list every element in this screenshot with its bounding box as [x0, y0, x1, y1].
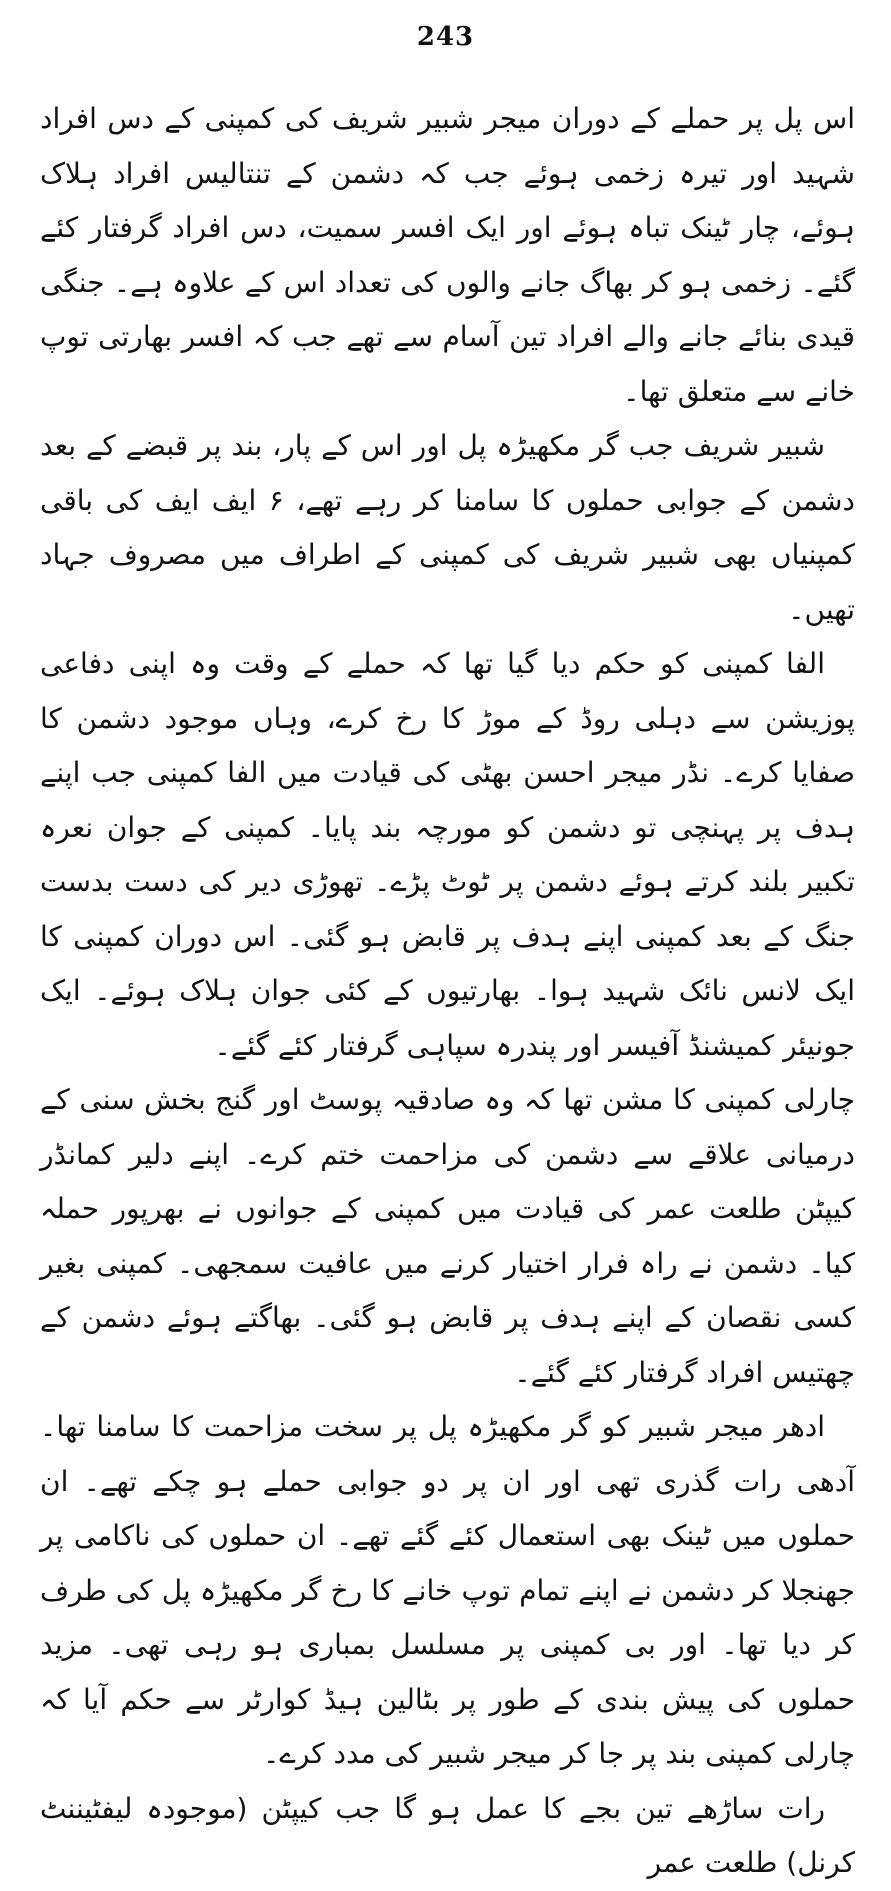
paragraph-alpha-company: الفا کمپنی کو حکم دیا گیا تھا کہ حملے کے وقت وہ اپنی دفاعی پوزیشن سے دہلی روڈ کے موڑ کا رخ کرے، وہاں موجود دشمن کا صفایا کرے۔ نڈر میجر احسن بھٹی کی قیادت میں الفا کمپنی جب اپنے ہدف پر پہنچی تو دشمن کو مورچہ بند پایا۔ کمپنی کے جوان نعرہ تکبیر بلند کرتے ہوئے دشمن پر ٹوٹ پڑے۔ تھوڑی دیر کی دست بدست جنگ کے بعد کمپنی اپنے ہدف پر قابض ہو گئی۔ اس دوران کمپنی کا ایک لانس نائک شہید ہوا۔ بھارتیوں کے کئی جوان ہلاک ہوئے۔ ایک جونیئر کمیشنڈ آفیسر اور پندرہ سپاہی گرفتار کئے گئے۔ — [40, 647, 855, 1062]
paragraph-captain-talat-umar: رات ساڑھے تین بجے کا عمل ہو گا جب کیپٹن (موجودہ لیفٹیننٹ کرنل) طلعت عمر — [40, 1791, 855, 1879]
page-number: 243 — [416, 22, 475, 52]
page-body-text — [40, 92, 855, 1891]
paragraph-counter-attacks: شبیر شریف جب گر مکھیڑہ پل اور اس کے پار، بند پر قبضے کے بعد دشمن کے جوابی حملوں کا سامنا کر رہے تھے، ۶ ایف ایف کی باقی کمپنیاں بھی شبیر شریف کی کمپنی کے اطراف میں مصروف جہاد تھیں۔ — [40, 429, 855, 626]
paragraph-charlie-company: چارلی کمپنی کا مشن تھا کہ وہ صادقیہ پوسٹ اور گنج بخش سنی کے درمیانی علاقے سے دشمن کی مزاحمت ختم کرے۔ اپنے دلیر کمانڈر کیپٹن طلعت عمر کی قیادت میں کمپنی کے جوانوں نے بھرپور حملہ کیا۔ دشمن نے راہ فرار اختیار کرنے میں عافیت سمجھی۔ کمپنی بغیر کسی نقصان کے اپنے ہدف پر قابض ہو گئی۔ بھاگتے ہوئے دشمن کے چھتیس افراد گرفتار کئے گئے۔ — [40, 1083, 855, 1389]
paragraph-major-shabbir-resistance: ادھر میجر شبیر کو گر مکھیڑہ پل پر سخت مزاحمت کا سامنا تھا۔ آدھی رات گذری تھی اور ان پر دو جوابی حملے ہو چکے تھے۔ ان حملوں میں ٹینک بھی استعمال کئے گئے تھے۔ ان حملوں کی ناکامی پر جھنجلا کر دشمن نے اپنے تمام توپ خانے کا رخ گر مکھیڑہ پل کی طرف کر دیا تھا۔ اور بی کمپنی پر مسلسل بمباری ہو رہی تھی۔ مزید حملوں کی پیش بندی کے طور پر بٹالین ہیڈ کوارٹر سے حکم آیا کہ چارلی کمپنی بند پر جا کر میجر شبیر کی مدد کرے۔ — [40, 1410, 855, 1770]
paragraph-bridge-attack-casualties: اس پل پر حملے کے دوران میجر شبیر شریف کی کمپنی کے دس افراد شہید اور تیرہ زخمی ہوئے جب کہ دشمن کے تنتالیس افراد ہلاک ہوئے، چار ٹینک تباہ ہوئے اور ایک افسر سمیت، دس افراد گرفتار کئے گئے۔ زخمی ہو کر بھاگ جانے والوں کی تعداد اس کے علاوہ ہے۔ جنگی قیدی بنائے جانے والے افراد تین آسام سے تھے جب کہ افسر بھارتی توپ خانے سے متعلق تھا۔ — [40, 102, 855, 408]
